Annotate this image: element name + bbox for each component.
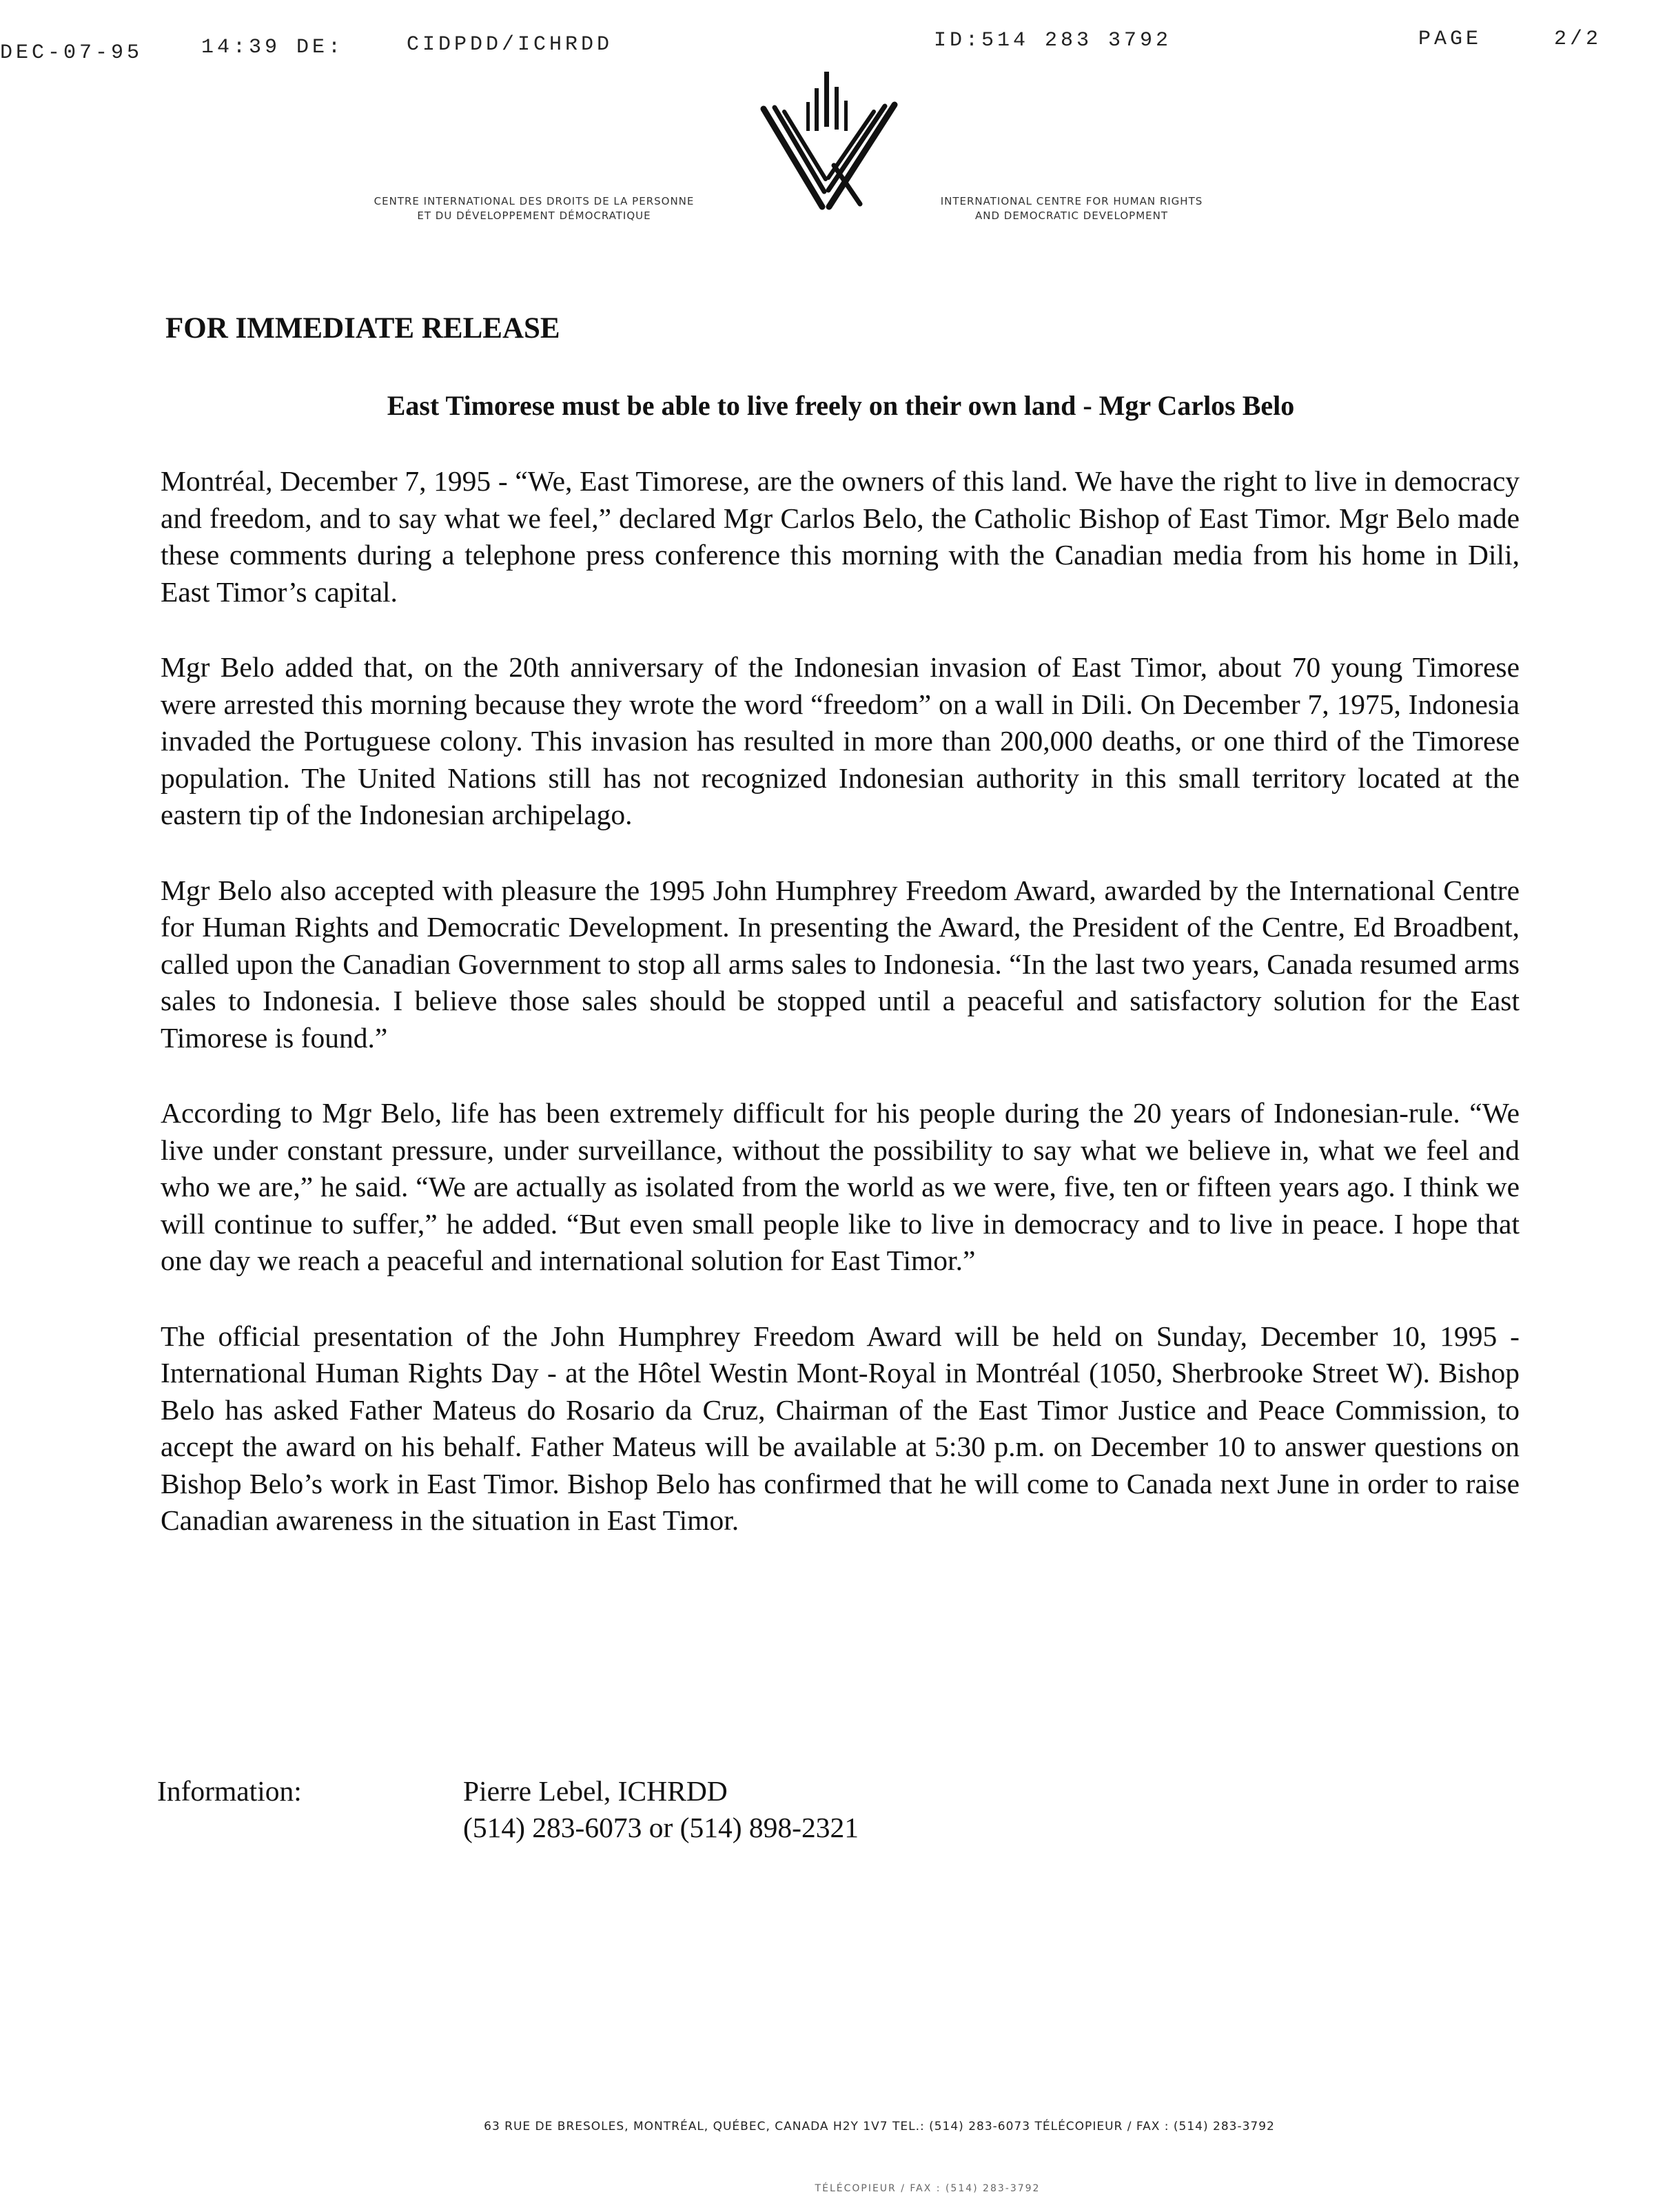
organization-name-english-line1: INTERNATIONAL CENTRE FOR HUMAN RIGHTS xyxy=(940,195,1203,207)
organization-name-english xyxy=(913,194,1230,223)
contact-name: Pierre Lebel, ICHRDD xyxy=(463,1775,728,1807)
contact-phones: (514) 283-6073 or (514) 898-2321 xyxy=(463,1812,859,1843)
fax-page-number: 2/2 xyxy=(1554,28,1602,51)
fax-id: ID:514 283 3792 xyxy=(934,29,1172,52)
fax-transmission-header xyxy=(0,26,1676,68)
body-paragraph: Mgr Belo added that, on the 20th anniversary of the Indonesian invasion of East Timor, about 70 young Timorese were arrested this morning because they wrote the word “freedom” on a wall in Dili. On December 7, 1975, Indonesia invaded the Portuguese colony. This invasion has resulted in more than 200,000 deaths, or one third of the Timorese population. The United Nations still has not recognized Indonesian authority in this small territory located at the eastern tip of the Indonesian archipelago. xyxy=(161,651,1520,830)
fax-date: DEC-07-95 xyxy=(0,41,143,65)
footer-bleed-through: TÉLÉCOPIEUR / FAX : (514) 283-3792 xyxy=(815,2183,1041,2194)
release-label: FOR IMMEDIATE RELEASE xyxy=(165,312,560,345)
fax-time: 14:39 DE: xyxy=(201,36,345,59)
organization-logo-icon xyxy=(757,69,901,217)
fax-page-label: PAGE xyxy=(1418,28,1482,51)
organization-name-english-line2: AND DEMOCRATIC DEVELOPMENT xyxy=(974,209,1169,222)
body-paragraph: According to Mgr Belo, life has been extremely difficult for his people during the 20 years of Indonesian-rule. “We live under constant pressure, under surveillance, without the possibility to say what we believe in, what we feel and who we are,” he said. “We are actually as isolated from the world as we were, five, ten or fifteen years ago. I think we will continue to suffer,” he added. “But even small people like to live in democracy and to live in peace. I hope that one day we reach a peaceful and international solution for East Timor.” xyxy=(161,1097,1520,1276)
body-paragraph: Montréal, December 7, 1995 - “We, East Timorese, are the owners of this land. We have the right to live in democracy and freedom, and to say what we feel,” declared Mgr Carlos Belo, the Catholic Bishop of East Timor. Mgr Belo made these comments during a telephone press conference this morning with the Canadian media from his home in Dili, East Timor’s capital. xyxy=(161,465,1520,608)
organization-name-french-line2: ET DU DÉVELOPPEMENT DÉMOCRATIQUE xyxy=(417,209,651,222)
organization-name-french-line1: CENTRE INTERNATIONAL DES DROITS DE LA PERSONNE xyxy=(374,195,695,207)
press-release-body xyxy=(161,463,1520,1578)
footer-address: 63 RUE DE BRESOLES, MONTRÉAL, QUÉBEC, CANADA H2Y 1V7 TEL.: (514) 283-6073 TÉLÉCOPIEUR / FAX : (514) 283-3792 xyxy=(484,2120,1275,2133)
information-label: Information: xyxy=(157,1775,302,1807)
body-paragraph: Mgr Belo also accepted with pleasure the 1995 John Humphrey Freedom Award, awarded by the International Centre for Human Rights and Democratic Development. In presenting the Award, the President of the Centre, Ed Broadbent, called upon the Canadian Government to stop all arms sales to Indonesia. “In the last two years, Canada resumed arms sales to Indonesia. I believe those sales should be stopped until a peaceful and satisfactory solution for the East Timorese is found.” xyxy=(161,874,1520,1054)
press-release-headline: East Timorese must be able to live freely on their own land - Mgr Carlos Belo xyxy=(387,390,1295,421)
information-contact xyxy=(463,1773,859,1846)
fax-sender: CIDPDD/ICHRDD xyxy=(407,33,613,57)
body-paragraph: The official presentation of the John Humphrey Freedom Award will be held on Sunday, December 10, 1995 - International Human Rights Day - at the Hôtel Westin Mont-Royal in Montréal (1050, Sherbrooke Street W). Bishop Belo has asked Father Mateus do Rosario da Cruz, Chairman of the East Timor Justice and Peace Commission, to accept the award on his behalf. Father Mateus will be available at 5:30 p.m. on December 10 to answer questions on Bishop Belo’s work in East Timor. Bishop Belo has confirmed that he will come to Canada next June in order to raise Canadian awareness in the situation in East Timor. xyxy=(161,1320,1520,1536)
organization-name-french xyxy=(327,194,741,223)
